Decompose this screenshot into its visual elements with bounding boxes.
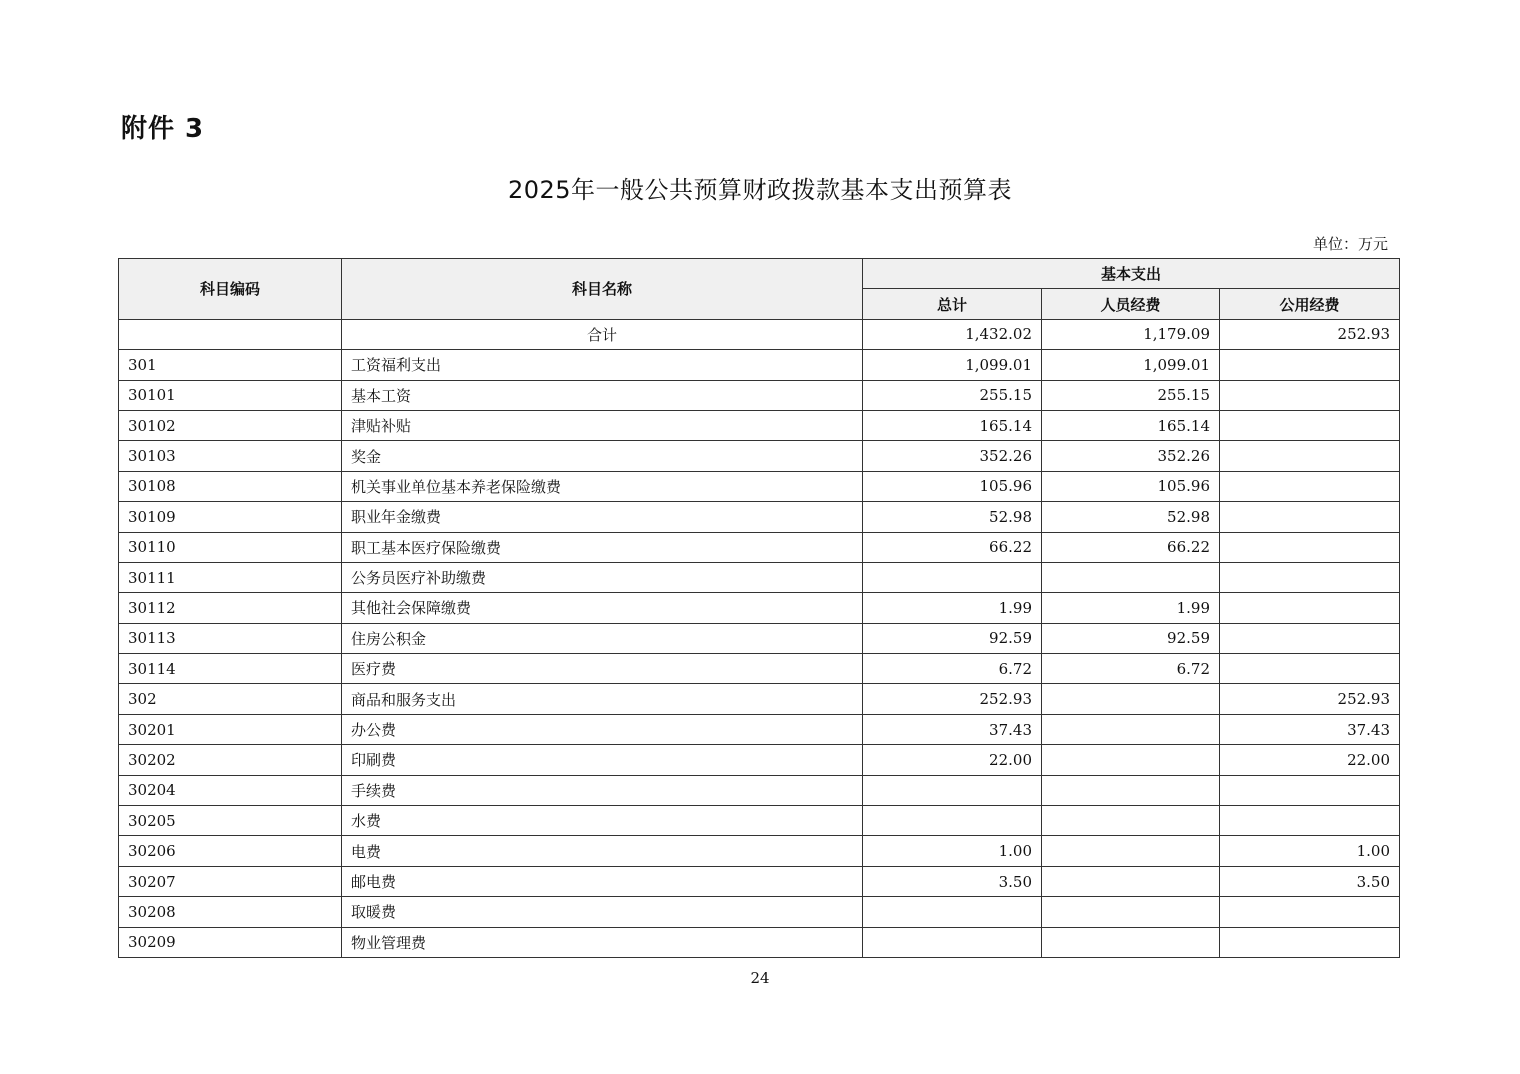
row-name: 商品和服务支出 bbox=[342, 684, 863, 714]
summary-name: 合计 bbox=[342, 319, 863, 349]
row-total: 105.96 bbox=[863, 471, 1042, 501]
row-personnel: 52.98 bbox=[1042, 502, 1220, 532]
row-public bbox=[1220, 350, 1400, 380]
document-title: 2025年一般公共预算财政拨款基本支出预算表 bbox=[507, 176, 1013, 204]
row-code: 30111 bbox=[119, 562, 342, 592]
header-public: 公用经费 bbox=[1220, 289, 1400, 319]
row-public bbox=[1220, 927, 1400, 957]
row-personnel bbox=[1042, 684, 1220, 714]
row-total: 165.14 bbox=[863, 410, 1042, 440]
table-row bbox=[119, 927, 1400, 957]
header-name: 科目名称 bbox=[342, 259, 863, 320]
row-public bbox=[1220, 532, 1400, 562]
table-body bbox=[119, 319, 1400, 957]
row-code: 302 bbox=[119, 684, 342, 714]
row-name: 津贴补贴 bbox=[342, 410, 863, 440]
row-total bbox=[863, 562, 1042, 592]
row-code: 30207 bbox=[119, 866, 342, 896]
row-name: 其他社会保障缴费 bbox=[342, 593, 863, 623]
row-total: 92.59 bbox=[863, 623, 1042, 653]
table-row bbox=[119, 836, 1400, 866]
table-row bbox=[119, 654, 1400, 684]
row-public bbox=[1220, 502, 1400, 532]
row-personnel bbox=[1042, 836, 1220, 866]
row-name: 邮电费 bbox=[342, 866, 863, 896]
row-public bbox=[1220, 593, 1400, 623]
row-public: 252.93 bbox=[1220, 684, 1400, 714]
row-total bbox=[863, 927, 1042, 957]
row-name: 印刷费 bbox=[342, 745, 863, 775]
table-row bbox=[119, 897, 1400, 927]
row-total bbox=[863, 897, 1042, 927]
row-public bbox=[1220, 897, 1400, 927]
row-public bbox=[1220, 441, 1400, 471]
row-personnel: 92.59 bbox=[1042, 623, 1220, 653]
row-name: 水费 bbox=[342, 806, 863, 836]
summary-code bbox=[119, 319, 342, 349]
row-code: 30204 bbox=[119, 775, 342, 805]
row-code: 30201 bbox=[119, 714, 342, 744]
row-personnel: 352.26 bbox=[1042, 441, 1220, 471]
table-row bbox=[119, 380, 1400, 410]
row-name: 机关事业单位基本养老保险缴费 bbox=[342, 471, 863, 501]
row-code: 30109 bbox=[119, 502, 342, 532]
row-public bbox=[1220, 806, 1400, 836]
row-name: 职工基本医疗保险缴费 bbox=[342, 532, 863, 562]
row-total: 1.99 bbox=[863, 593, 1042, 623]
row-personnel: 105.96 bbox=[1042, 471, 1220, 501]
row-personnel: 66.22 bbox=[1042, 532, 1220, 562]
row-personnel bbox=[1042, 866, 1220, 896]
row-public: 22.00 bbox=[1220, 745, 1400, 775]
table-row bbox=[119, 866, 1400, 896]
header-personnel: 人员经费 bbox=[1042, 289, 1220, 319]
row-name: 手续费 bbox=[342, 775, 863, 805]
row-code: 30209 bbox=[119, 927, 342, 957]
table-row bbox=[119, 441, 1400, 471]
table-row bbox=[119, 684, 1400, 714]
summary-total: 1,432.02 bbox=[863, 319, 1042, 349]
row-code: 30103 bbox=[119, 441, 342, 471]
row-code: 30202 bbox=[119, 745, 342, 775]
row-code: 30206 bbox=[119, 836, 342, 866]
row-public bbox=[1220, 775, 1400, 805]
table-row bbox=[119, 745, 1400, 775]
row-total: 1.00 bbox=[863, 836, 1042, 866]
row-total: 252.93 bbox=[863, 684, 1042, 714]
unit-label: 单位：万元 bbox=[1312, 235, 1388, 253]
row-code: 30113 bbox=[119, 623, 342, 653]
row-public: 37.43 bbox=[1220, 714, 1400, 744]
row-code: 30208 bbox=[119, 897, 342, 927]
table-row bbox=[119, 806, 1400, 836]
row-code: 30102 bbox=[119, 410, 342, 440]
row-name: 工资福利支出 bbox=[342, 350, 863, 380]
row-code: 30108 bbox=[119, 471, 342, 501]
row-name: 公务员医疗补助缴费 bbox=[342, 562, 863, 592]
row-name: 住房公积金 bbox=[342, 623, 863, 653]
row-public: 3.50 bbox=[1220, 866, 1400, 896]
row-code: 30110 bbox=[119, 532, 342, 562]
row-public bbox=[1220, 562, 1400, 592]
row-public bbox=[1220, 623, 1400, 653]
summary-public: 252.93 bbox=[1220, 319, 1400, 349]
row-personnel: 255.15 bbox=[1042, 380, 1220, 410]
row-total: 66.22 bbox=[863, 532, 1042, 562]
table-row bbox=[119, 410, 1400, 440]
row-public bbox=[1220, 471, 1400, 501]
row-personnel bbox=[1042, 745, 1220, 775]
row-total bbox=[863, 775, 1042, 805]
row-personnel: 1.99 bbox=[1042, 593, 1220, 623]
row-personnel bbox=[1042, 927, 1220, 957]
row-personnel bbox=[1042, 714, 1220, 744]
row-total: 1,099.01 bbox=[863, 350, 1042, 380]
row-personnel bbox=[1042, 562, 1220, 592]
row-name: 物业管理费 bbox=[342, 927, 863, 957]
row-name: 办公费 bbox=[342, 714, 863, 744]
row-personnel bbox=[1042, 806, 1220, 836]
row-name: 取暖费 bbox=[342, 897, 863, 927]
row-public bbox=[1220, 410, 1400, 440]
row-personnel: 6.72 bbox=[1042, 654, 1220, 684]
header-basic-expenditure: 基本支出 bbox=[863, 259, 1400, 289]
row-total: 6.72 bbox=[863, 654, 1042, 684]
table-row bbox=[119, 593, 1400, 623]
budget-table bbox=[118, 258, 1400, 958]
summary-row bbox=[119, 319, 1400, 349]
row-total: 37.43 bbox=[863, 714, 1042, 744]
table-header-row bbox=[119, 259, 1400, 289]
row-code: 30114 bbox=[119, 654, 342, 684]
page-number: 24 bbox=[750, 969, 770, 987]
row-total: 352.26 bbox=[863, 441, 1042, 471]
row-total: 3.50 bbox=[863, 866, 1042, 896]
table-row bbox=[119, 471, 1400, 501]
row-code: 301 bbox=[119, 350, 342, 380]
table-row bbox=[119, 623, 1400, 653]
table-row bbox=[119, 532, 1400, 562]
row-personnel bbox=[1042, 775, 1220, 805]
attachment-label: 附件 3 bbox=[121, 114, 205, 144]
row-total: 52.98 bbox=[863, 502, 1042, 532]
table-row bbox=[119, 775, 1400, 805]
row-name: 医疗费 bbox=[342, 654, 863, 684]
row-public bbox=[1220, 654, 1400, 684]
summary-personnel: 1,179.09 bbox=[1042, 319, 1220, 349]
row-name: 基本工资 bbox=[342, 380, 863, 410]
table-row bbox=[119, 502, 1400, 532]
row-public bbox=[1220, 380, 1400, 410]
header-total: 总计 bbox=[863, 289, 1042, 319]
row-code: 30205 bbox=[119, 806, 342, 836]
row-code: 30112 bbox=[119, 593, 342, 623]
row-code: 30101 bbox=[119, 380, 342, 410]
table-row bbox=[119, 714, 1400, 744]
row-total: 255.15 bbox=[863, 380, 1042, 410]
row-personnel: 1,099.01 bbox=[1042, 350, 1220, 380]
row-name: 电费 bbox=[342, 836, 863, 866]
row-public: 1.00 bbox=[1220, 836, 1400, 866]
table-row bbox=[119, 350, 1400, 380]
table-row bbox=[119, 562, 1400, 592]
header-code: 科目编码 bbox=[119, 259, 342, 320]
row-name: 奖金 bbox=[342, 441, 863, 471]
row-personnel: 165.14 bbox=[1042, 410, 1220, 440]
row-total bbox=[863, 806, 1042, 836]
row-total: 22.00 bbox=[863, 745, 1042, 775]
row-personnel bbox=[1042, 897, 1220, 927]
row-name: 职业年金缴费 bbox=[342, 502, 863, 532]
